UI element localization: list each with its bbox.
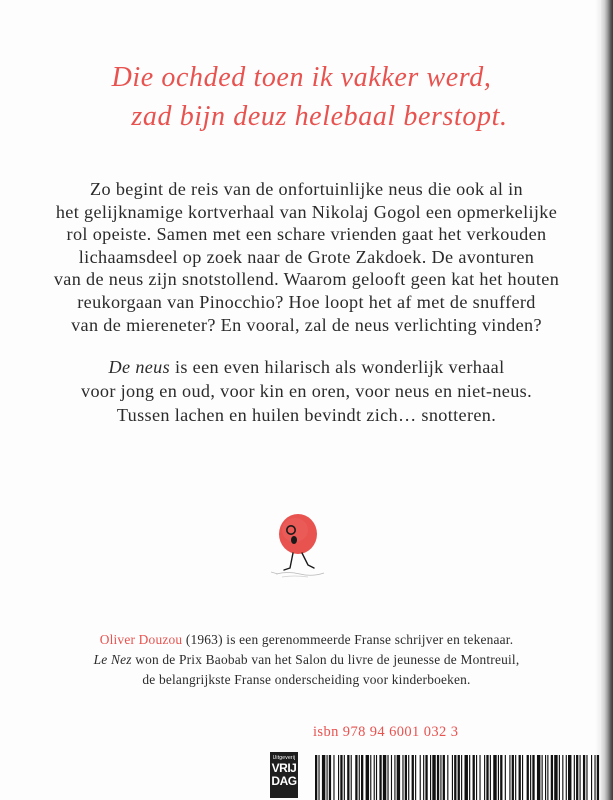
publisher-logo-line-2: DAG (271, 774, 297, 788)
original-book-title: Le Nez (93, 651, 132, 667)
blurb-line: reukorgaan van Pinocchio? Hoe loopt het af met de snufferd (77, 291, 536, 312)
summary-paragraph (0, 355, 613, 427)
blurb-line: het gelijknamige kortverhaal van Nikolaj Gogol een opmerkelijke (55, 201, 558, 222)
publisher-logo-small: Uitgeverij (272, 755, 296, 761)
author-line-1 (0, 630, 613, 650)
publisher-logo-line-1: VRIJ (271, 761, 297, 775)
author-line-2-rest: won de Prix Baobab van het Salon du livre de jeunesse de Montreuil, (131, 651, 520, 667)
author-name: Oliver Douzou (99, 632, 183, 647)
author-line-1-rest: (1963) is een gerenommeerde Franse schrijver en tekenaar. (182, 632, 514, 647)
author-bio (0, 630, 613, 689)
author-line-2 (0, 650, 613, 670)
summary-line-2: voor jong en oud, voor kin en oren, voor neus en niet-neus. (81, 381, 532, 401)
publisher-logo (270, 752, 298, 798)
walking-nose-illustration-icon (268, 508, 342, 590)
summary-line-3: Tussen lachen en huilen bevindt zich… snotteren. (116, 405, 497, 425)
tagline-line-2: zad bijn deuz helebaal berstopt. (131, 101, 508, 132)
tagline-line-1: Die ochded toen ik vakker werd, (111, 62, 492, 93)
blurb-paragraph (0, 178, 613, 336)
blurb-line: lichaamsdeel op zoek naar de Grote Zakdoek. De avonturen (78, 246, 535, 267)
summary-line-1-rest: is een even hilarisch als wonderlijk verhaal (170, 357, 505, 377)
isbn-number: isbn 978 94 6001 032 3 (313, 724, 459, 740)
author-line-3: de belangrijkste Franse onderscheiding voor kinderboeken. (142, 671, 471, 687)
barcode-icon (313, 755, 603, 800)
book-title: De neus (108, 357, 171, 377)
blurb-line: van de neus zijn snotstollend. Waarom gelooft geen kat het houten (53, 269, 560, 290)
summary-line-1 (0, 355, 613, 379)
blurb-line: Zo begint de reis van de onfortuinlijke neus die ook al in (90, 179, 523, 199)
tagline-quote (0, 58, 613, 136)
blurb-line: rol opeiste. Samen met een schare vrienden gaat het verkouden (66, 224, 547, 245)
blurb-line: van de miereneter? En vooral, zal de neus verlichting vinden? (71, 314, 542, 335)
spine-edge (601, 0, 613, 800)
